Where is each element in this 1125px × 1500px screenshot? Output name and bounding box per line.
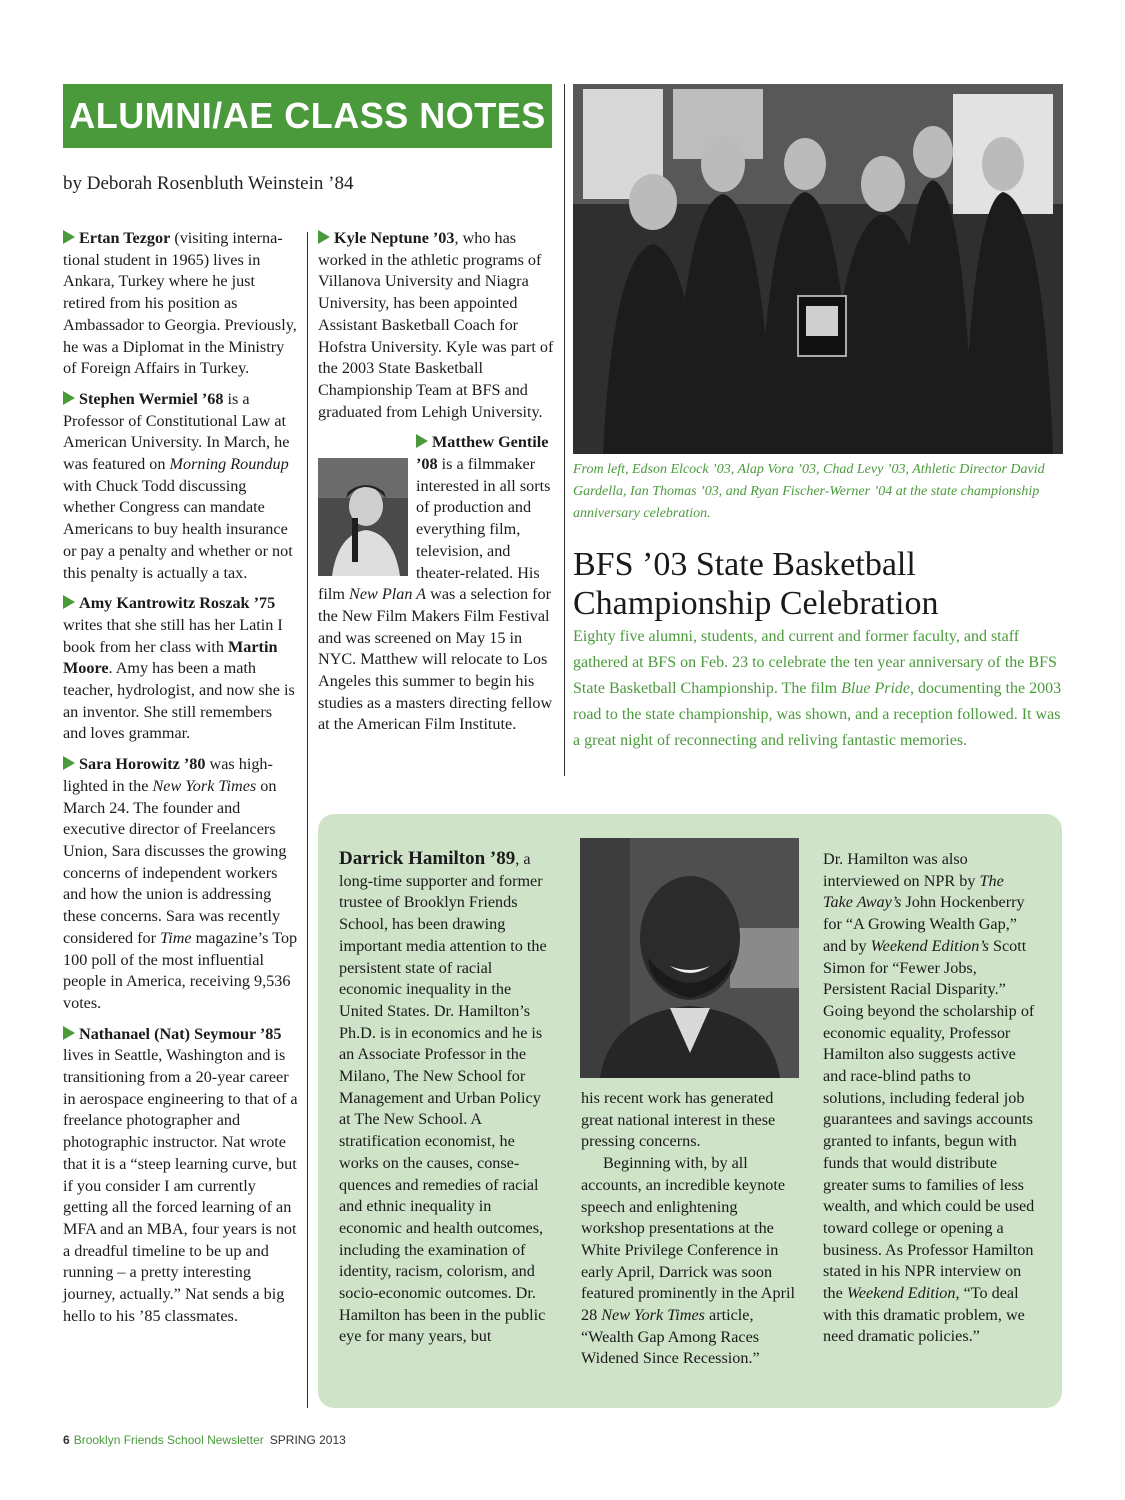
sidebar-column-2: his recent work has generated great national interest in these pressing concerns. Beginning with, by all accounts, an incredible keynote speech and enlightening workshop presentations at the White Privilege Conference in early April, Darrick was soon featured prominently in the April 28 New York Times article, “Wealth Gap Among Races Widened Since Recession.” [581,1089,795,1368]
photo-caption: From left, Edson Elcock ’03, Alap Vora ’03, Chad Levy ’03, Athletic Director David Gardella, Ian Thomas ’03, and Ryan Fischer-Werner ’04 at the state championship anniversary celebration. [573,462,1045,521]
bullet-triangle-icon [63,230,75,244]
section-title: ALUMNI/AE CLASS NOTES [69,95,546,136]
feature-lede: Eighty five alumni, students, and current and former faculty, and staff gathered at BFS on Feb. 23 to celebrate the ten year anniversary of the BFS State Basketball Championship. The film Blue Pride, documenting the 2003 road to the state championship, was shown, and a reception followed. It was a great night of reconnecting and reliving fantastic memories. [573,628,1062,749]
note-gentile: Matthew Gentile ’08 is a filmmaker interested in all sorts of production and everything film, television, and theater-related. His film New Plan A was a selection for the New Film Makers Film Festival and was screened on May 15 in NYC. Matthew will relocate to Los Angeles this summer to begin his studies as a masters directing fellow at the American Film Institute. [318,433,553,734]
bullet-triangle-icon [63,391,75,405]
issue-label: SPRING 2013 [269,1433,346,1447]
note-wermiel: Stephen Wermiel ’68 is a Professor of Constitutional Law at American University. In March, he was featured on Morning Roundup with Chuck Todd discussing whether Congress can mandate Americans to buy health insurance or pay a penalty and whether or not this penalty is actually a tax. [63,389,293,582]
section-banner [63,84,552,148]
note-neptune: Kyle Neptune ’03, who has worked in the athletic programs of Villanova University and Niagra University, has been appointed Assistant Basketball Coach for Hofstra University. Kyle was part of the 2003 State Basketball Championship Team at BFS and graduated from Lehigh University. [318,229,554,421]
matthew-gentile-photo [318,458,408,576]
page-footer [63,1433,346,1447]
bullet-triangle-icon [63,756,75,770]
notes-column-1 [63,228,299,1336]
notes-column-2 [318,228,556,745]
sidebar-column-1: Darrick Hamilton ’89, a long-time supporter and former trustee of Brooklyn Friends School, has been drawing important media attention to the persistent state of racial economic inequality in the United States. Dr. Hamilton’s Ph.D. is in economics and he is an Associate Professor in the Milano, The New School for Management and Urban Policy at The New School. A stratification economist, he works on the causes, consequences and remedies of racial and ethnic inequality in economic and health outcomes, including the examination of identity, racism, colorism, and socio-economic outcomes. Dr. Hamilton has been in the public eye for many years, but [339,848,547,1346]
publication-name: Brooklyn Friends School Newsletter [73,1433,264,1447]
page-number: 6 [63,1433,70,1447]
bullet-triangle-icon [63,595,75,609]
sidebar-column-3: Dr. Hamilton was also interviewed on NPR by The Take Away’s John Hockenberry for “A Growing Wealth Gap,” and by Weekend Edition’s Scott Simon for “Fewer Jobs, Persistent Racial Disparity.” Going beyond the scholarship of economic equality, Professor Hamilton also suggests active and race-blind paths to solutions, including federal job guarantees and savings accounts granted to infants, begun with funds that would distribute greater sums to families of less wealth, and which could be used toward college or opening a business. As Professor Hamilton stated in his NPR interview on the Weekend Edition, “To deal with this dramatic problem, we need dramatic policies.” [823,850,1035,1346]
bullet-triangle-icon [318,230,330,244]
note-horowitz: Sara Horowitz ’80 was highlighted in the New York Times on March 24. The founder and executive director of Freelancers Union, Sara discusses the growing concerns of independent workers and how the union is addressing these concerns. Sara was recently considered for Time magazine’s Top 100 poll of the most influential people in America, receiving 9,536 votes. [63,755,298,1012]
darrick-hamilton-photo [580,838,799,1078]
note-seymour: Nathanael (Nat) Seymour ’85 lives in Seattle, Washington and is transitioning from a 20-year career in aerospace engineering to that of a freelance photographer and photographic instructor. Nat wrote that it is a “steep learning curve, but if you consider I am currently getting all the forced learning of an MFA and an MBA, four years is not a dreadful timeline to be up and running – a pretty interesting journey, actually.” Nat sends a big hello to his ’85 classmates. [63,1024,298,1325]
championship-group-photo [573,84,1063,454]
sidebar-name: Darrick Hamilton ’89 [339,848,516,869]
bullet-triangle-icon [416,434,428,448]
bullet-triangle-icon [63,1026,75,1040]
column-rule-right [564,84,565,776]
feature-headline: BFS ’03 State Basketball Championship Celebration [573,546,939,622]
note-roszak: Amy Kantrowitz Roszak ’75 writes that she still has her Latin I book from her class with Martin Moore. Amy has been a math teacher, hydrologist, and now she is an inventor. She still remembers and loves grammar. [63,594,295,743]
byline: by Deborah Rosenbluth Weinstein ’84 [63,173,354,194]
note-tezgor: Ertan Tezgor (visiting international student in 1965) lives in Ankara, Turkey where he just retired from his position as Ambassador to Georgia. Previously, he was a Diplomat in the Ministry of Foreign Affairs in Turkey. [63,229,297,378]
column-rule-left [307,232,308,1408]
